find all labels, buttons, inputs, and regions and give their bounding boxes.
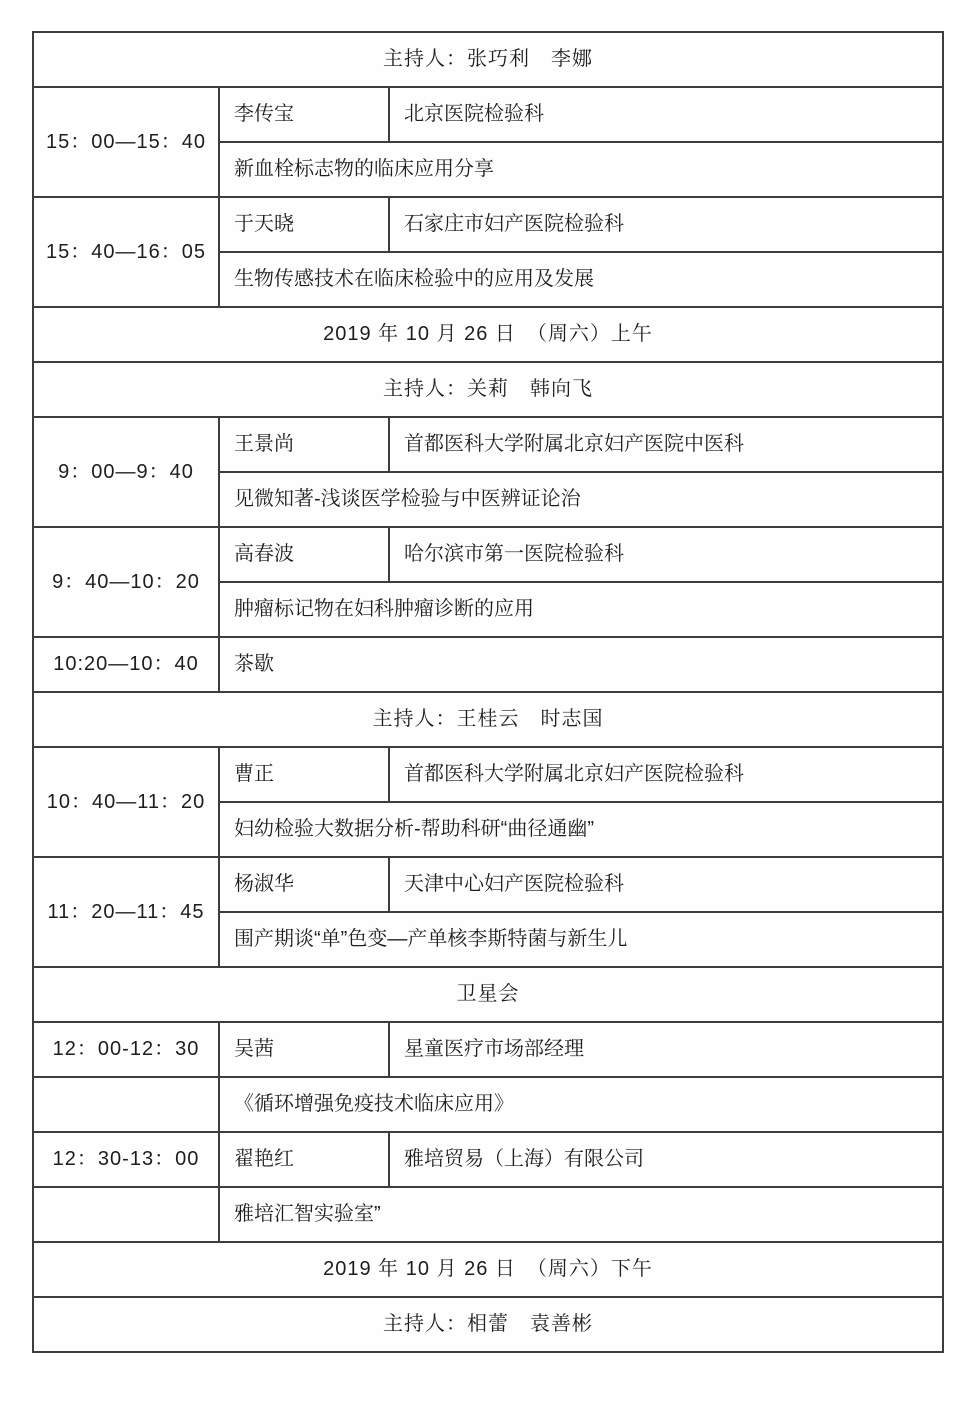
time-cell: 9：40—10：20 [33, 527, 219, 637]
topic-cell: 围产期谈“单”色变—产单核李斯特菌与新生儿 [219, 912, 943, 967]
speaker-cell: 翟艳红 [219, 1132, 389, 1187]
banner-cell: 主持人：王桂云 时志国 [33, 692, 943, 747]
time-cell: 15：40—16：05 [33, 197, 219, 307]
affiliation-cell: 石家庄市妇产医院检验科 [389, 197, 943, 252]
affiliation-cell: 首都医科大学附属北京妇产医院中医科 [389, 417, 943, 472]
speaker-cell: 杨淑华 [219, 857, 389, 912]
topic-cell: 雅培汇智实验室” [219, 1187, 943, 1242]
speaker-cell: 于天晓 [219, 197, 389, 252]
speaker-cell: 吴茜 [219, 1022, 389, 1077]
banner-row [33, 1242, 943, 1297]
affiliation-cell: 天津中心妇产医院检验科 [389, 857, 943, 912]
talk-speaker-row [33, 417, 943, 472]
banner-row [33, 307, 943, 362]
affiliation-cell: 星童医疗市场部经理 [389, 1022, 943, 1077]
banner-cell: 主持人：相蕾 袁善彬 [33, 1297, 943, 1352]
time-cell: 11：20—11：45 [33, 857, 219, 967]
session-speaker-row [33, 1022, 943, 1077]
document-page [32, 31, 942, 1353]
talk-speaker-row [33, 87, 943, 142]
topic-cell: 生物传感技术在临床检验中的应用及发展 [219, 252, 943, 307]
banner-row [33, 1297, 943, 1352]
speaker-cell: 曹正 [219, 747, 389, 802]
time-cell: 15：00—15：40 [33, 87, 219, 197]
break-cell: 茶歇 [219, 637, 943, 692]
break-row [33, 637, 943, 692]
time-cell: 10：40—11：20 [33, 747, 219, 857]
session-topic-row [33, 1077, 943, 1132]
speaker-cell: 高春波 [219, 527, 389, 582]
affiliation-cell: 哈尔滨市第一医院检验科 [389, 527, 943, 582]
banner-cell: 2019 年 10 月 26 日 （周六）上午 [33, 307, 943, 362]
talk-speaker-row [33, 747, 943, 802]
time-cell: 10:20—10：40 [33, 637, 219, 692]
time-cell: 12：30-13：00 [33, 1132, 219, 1187]
topic-cell: 新血栓标志物的临床应用分享 [219, 142, 943, 197]
topic-cell: 妇幼检验大数据分析-帮助科研“曲径通幽” [219, 802, 943, 857]
session-speaker-row [33, 1132, 943, 1187]
affiliation-cell: 首都医科大学附属北京妇产医院检验科 [389, 747, 943, 802]
talk-speaker-row [33, 197, 943, 252]
empty-time-cell [33, 1187, 219, 1242]
banner-row [33, 967, 943, 1022]
time-cell: 12：00-12：30 [33, 1022, 219, 1077]
affiliation-cell: 雅培贸易（上海）有限公司 [389, 1132, 943, 1187]
empty-time-cell [33, 1077, 219, 1132]
talk-speaker-row [33, 527, 943, 582]
banner-cell: 2019 年 10 月 26 日 （周六）下午 [33, 1242, 943, 1297]
banner-cell: 主持人：关莉 韩向飞 [33, 362, 943, 417]
banner-row [33, 692, 943, 747]
speaker-cell: 李传宝 [219, 87, 389, 142]
banner-row [33, 362, 943, 417]
time-cell: 9：00—9：40 [33, 417, 219, 527]
speaker-cell: 王景尚 [219, 417, 389, 472]
schedule-rows-container [33, 32, 943, 1352]
banner-cell: 主持人：张巧利 李娜 [33, 32, 943, 87]
banner-row [33, 32, 943, 87]
conference-schedule-table [32, 31, 944, 1353]
topic-cell: 见微知著-浅谈医学检验与中医辨证论治 [219, 472, 943, 527]
topic-cell: 肿瘤标记物在妇科肿瘤诊断的应用 [219, 582, 943, 637]
session-topic-row [33, 1187, 943, 1242]
talk-speaker-row [33, 857, 943, 912]
affiliation-cell: 北京医院检验科 [389, 87, 943, 142]
topic-cell: 《循环增强免疫技术临床应用》 [219, 1077, 943, 1132]
banner-cell: 卫星会 [33, 967, 943, 1022]
